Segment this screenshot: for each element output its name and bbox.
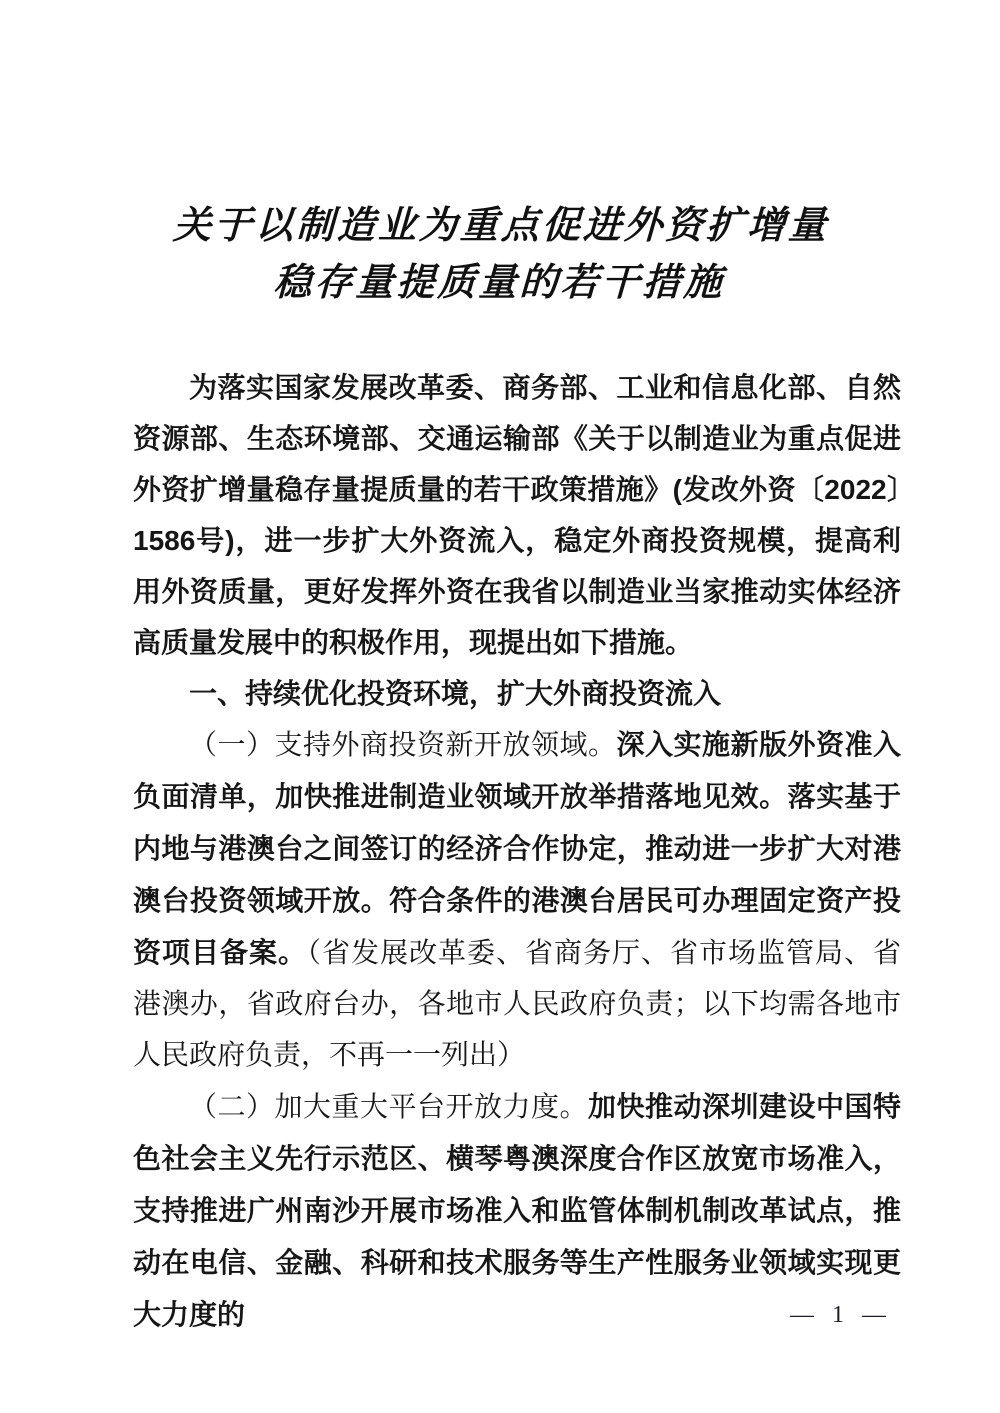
item-1-responsibility-note: （省发展改革委、省商务厅、省市场监管局、省港澳办，省政府台办，各地市人民政府负责；以下均需各地市人民政府负责，不再一一列出） — [133, 938, 901, 1071]
item-1-label: （一）支持外商投资新开放领域。 — [189, 730, 617, 761]
document-body — [133, 362, 901, 1341]
page-number: — 1 — — [790, 1302, 892, 1328]
item-2-measures: 加快推动深圳建设中国特色社会主义先行示范区、横琴粤澳深度合作区放宽市场准入，支持推进广州南沙开展市场准入和监管体制机制改革试点，推动在电信、金融、科研和技术服务等生产性服务业领域实现更大力度的 — [133, 1091, 901, 1330]
section-1-heading: 一、持续优化投资环境，扩大外商投资流入 — [189, 678, 722, 709]
item-2-paragraph — [133, 1081, 901, 1341]
title-line-1: 关于以制造业为重点促进外资扩增量 — [172, 205, 830, 247]
document-title — [0, 198, 1000, 312]
item-1-measures: 深入实施新版外资准入负面清单，加快推进制造业领域开放举措落地见效。落实基于内地与港澳台之间签订的经济合作协定，推动进一步扩大对港澳台投资领域开放。符合条件的港澳台居民可办理固定资产投资项目备案。 — [133, 729, 901, 968]
item-1-paragraph — [133, 719, 901, 1081]
item-2-label: （二）加大重大平台开放力度。 — [189, 1092, 588, 1123]
paragraph-intro: 为落实国家发展改革委、商务部、工业和信息化部、自然资源部、生态环境部、交通运输部《关于以制造业为重点促进外资扩增量稳存量提质量的若干政策措施》(发改外资〔2022〕1586号)，进一步扩大外资流入，稳定外商投资规模，提高利用外资质量，更好发挥外资在我省以制造业当家推动实体经济高质量发展中的积极作用，现提出如下措施。 — [133, 372, 901, 658]
title-line-2: 稳存量提质量的若干措施 — [272, 262, 726, 304]
